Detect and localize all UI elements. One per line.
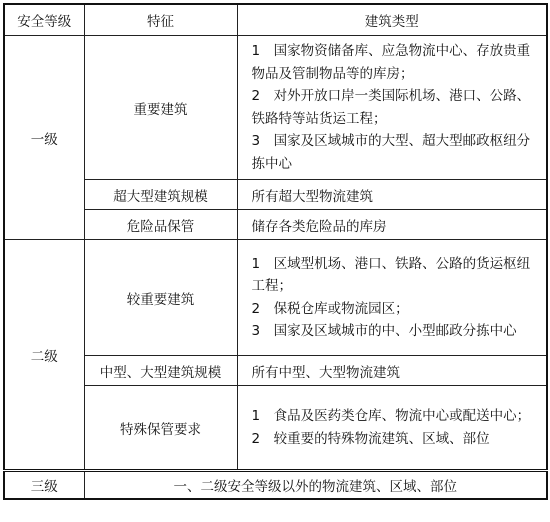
building-type-cell: [237, 36, 547, 180]
list-item: 2 对外开放口岸一类国际机场、港口、公路、铁路特等站货运工程；: [251, 88, 531, 127]
feature-cell: 超大型建筑规模: [84, 180, 237, 210]
feature-cell: 较重要建筑: [84, 240, 237, 356]
level-cell: 二级: [4, 240, 84, 471]
level-cell: 一级: [4, 36, 84, 240]
building-type-cell: 所有中型、大型物流建筑: [237, 356, 547, 386]
safety-level-table-wrapper: [3, 3, 548, 500]
header-row: [4, 4, 547, 36]
list-item: 3 国家及区域城市的中、小型邮政分拣中心: [251, 323, 517, 339]
table-row: [4, 356, 547, 386]
list-item: 1 区域型机场、港口、铁路、公路的货运枢纽工程；: [251, 255, 531, 294]
safety-level-table: [3, 3, 548, 500]
header-feature: 特征: [84, 4, 237, 36]
level3-description-cell: 一、二级安全等级以外的物流建筑、区域、部位: [84, 471, 547, 499]
table-row: [4, 471, 547, 499]
table-row: [4, 386, 547, 471]
list-item: 1 国家物资储备库、应急物流中心、存放贵重物品及管制物品等的库房；: [251, 43, 531, 82]
list-item: 3 国家及区域城市的大型、超大型邮政枢纽分拣中心: [251, 133, 531, 172]
table-row: [4, 180, 547, 210]
feature-cell: 危险品保管: [84, 210, 237, 240]
table-row: [4, 210, 547, 240]
header-building-type: 建筑类型: [237, 4, 547, 36]
header-safety-level: 安全等级: [4, 4, 84, 36]
building-type-cell: [237, 386, 547, 471]
feature-cell: 重要建筑: [84, 36, 237, 180]
building-type-cell: 储存各类危险品的库房: [237, 210, 547, 240]
feature-cell: 特殊保管要求: [84, 386, 237, 471]
list-item: 2 较重要的特殊物流建筑、区域、部位: [251, 430, 490, 447]
building-type-cell: [237, 240, 547, 356]
building-type-cell: 所有超大型物流建筑: [237, 180, 547, 210]
feature-cell: 中型、大型建筑规模: [84, 356, 237, 386]
level-cell: 三级: [4, 471, 84, 499]
list-item: 1 食品及医药类仓库、物流中心或配送中心；: [251, 408, 531, 424]
list-item: 2 保税仓库或物流园区；: [251, 300, 409, 317]
table-row: [4, 240, 547, 356]
table-row: [4, 36, 547, 180]
